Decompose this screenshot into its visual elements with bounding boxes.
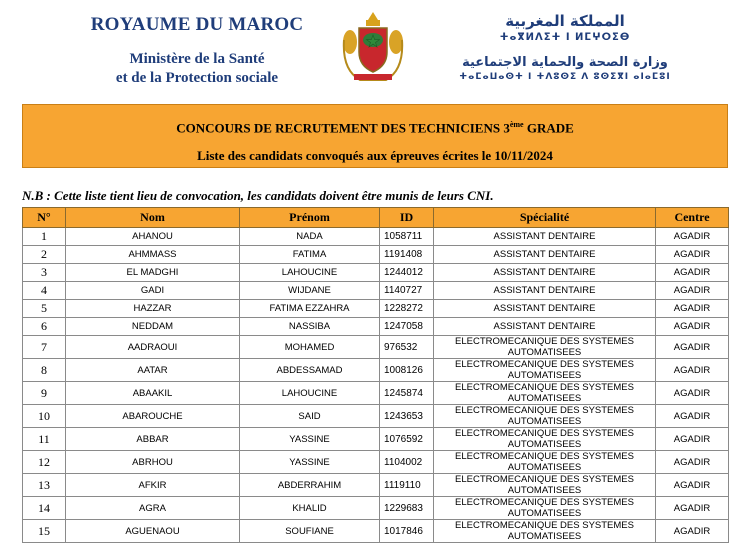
- cell-nom: GADI: [66, 282, 240, 300]
- table-row: [23, 428, 729, 451]
- cell-specialite: ASSISTANT DENTAIRE: [434, 246, 656, 264]
- banner-title-suffix: GRADE: [523, 120, 574, 136]
- cell-specialite: ELECTROMECANIQUE DES SYSTEMES AUTOMATISEES: [434, 405, 656, 428]
- table-row: [23, 282, 729, 300]
- table-row: [23, 228, 729, 246]
- cell-specialite: ELECTROMECANIQUE DES SYSTEMES AUTOMATISEES: [434, 474, 656, 497]
- cell-prenom: LAHOUCINE: [240, 264, 380, 282]
- table-row: [23, 474, 729, 497]
- cell-number: 8: [23, 359, 66, 382]
- cell-specialite: ASSISTANT DENTAIRE: [434, 300, 656, 318]
- ministry-name: [62, 50, 332, 88]
- cell-centre: AGADIR: [656, 300, 729, 318]
- cell-specialite: ASSISTANT DENTAIRE: [434, 264, 656, 282]
- cell-centre: AGADIR: [656, 520, 729, 543]
- cell-centre: AGADIR: [656, 382, 729, 405]
- table-row: [23, 336, 729, 359]
- header-left: [62, 14, 332, 88]
- cell-centre: AGADIR: [656, 359, 729, 382]
- banner-title-prefix: CONCOURS DE RECRUTEMENT DES TECHNICIENS 3: [176, 120, 510, 136]
- cell-prenom: NADA: [240, 228, 380, 246]
- cell-nom: AHMMASS: [66, 246, 240, 264]
- cell-nom: AATAR: [66, 359, 240, 382]
- cell-centre: AGADIR: [656, 282, 729, 300]
- cell-specialite: ASSISTANT DENTAIRE: [434, 228, 656, 246]
- cell-id: 1058711: [380, 228, 434, 246]
- cell-number: 12: [23, 451, 66, 474]
- cell-nom: HAZZAR: [66, 300, 240, 318]
- table-row: [23, 405, 729, 428]
- cell-id: 1228272: [380, 300, 434, 318]
- cell-specialite: ELECTROMECANIQUE DES SYSTEMES AUTOMATISEES: [434, 359, 656, 382]
- cell-number: 6: [23, 318, 66, 336]
- cell-id: 1247058: [380, 318, 434, 336]
- cell-nom: AFKIR: [66, 474, 240, 497]
- cell-prenom: YASSINE: [240, 428, 380, 451]
- cell-nom: AHANOU: [66, 228, 240, 246]
- nb-note: N.B : Cette liste tient lieu de convocation, les candidats doivent être munis de leurs CNI.: [22, 188, 494, 203]
- cell-specialite: ELECTROMECANIQUE DES SYSTEMES AUTOMATISEES: [434, 520, 656, 543]
- title-banner: [22, 104, 728, 168]
- cell-specialite: ELECTROMECANIQUE DES SYSTEMES AUTOMATISEES: [434, 382, 656, 405]
- table-row: [23, 359, 729, 382]
- cell-centre: AGADIR: [656, 264, 729, 282]
- cell-specialite: ASSISTANT DENTAIRE: [434, 282, 656, 300]
- table-row: [23, 520, 729, 543]
- cell-centre: AGADIR: [656, 451, 729, 474]
- cell-prenom: FATIMA EZZAHRA: [240, 300, 380, 318]
- cell-nom: AADRAOUI: [66, 336, 240, 359]
- cell-specialite: ELECTROMECANIQUE DES SYSTEMES AUTOMATISEES: [434, 451, 656, 474]
- cell-specialite: ELECTROMECANIQUE DES SYSTEMES AUTOMATISEES: [434, 336, 656, 359]
- cell-nom: AGRA: [66, 497, 240, 520]
- header-prenom: Prénom: [240, 208, 380, 228]
- header-id: ID: [380, 208, 434, 228]
- cell-number: 13: [23, 474, 66, 497]
- cell-number: 11: [23, 428, 66, 451]
- cell-id: 1229683: [380, 497, 434, 520]
- cell-prenom: KHALID: [240, 497, 380, 520]
- cell-number: 7: [23, 336, 66, 359]
- cell-nom: ABAAKIL: [66, 382, 240, 405]
- cell-centre: AGADIR: [656, 474, 729, 497]
- cell-number: 5: [23, 300, 66, 318]
- cell-prenom: LAHOUCINE: [240, 382, 380, 405]
- cell-nom: ABAROUCHE: [66, 405, 240, 428]
- cell-prenom: FATIMA: [240, 246, 380, 264]
- cell-nom: AGUENAOU: [66, 520, 240, 543]
- cell-specialite: ASSISTANT DENTAIRE: [434, 318, 656, 336]
- banner-title: [23, 120, 727, 136]
- header-specialite: Spécialité: [434, 208, 656, 228]
- table-row: [23, 318, 729, 336]
- arabic-kingdom: المملكة المغربية: [505, 12, 625, 30]
- cell-prenom: ABDESSAMAD: [240, 359, 380, 382]
- cell-prenom: SOUFIANE: [240, 520, 380, 543]
- header-number: N°: [23, 208, 66, 228]
- cell-number: 2: [23, 246, 66, 264]
- cell-id: 1076592: [380, 428, 434, 451]
- cell-id: 1104002: [380, 451, 434, 474]
- cell-prenom: YASSINE: [240, 451, 380, 474]
- cell-nom: NEDDAM: [66, 318, 240, 336]
- arabic-ministry: وزارة الصحة والحماية الاجتماعية: [462, 55, 668, 70]
- cell-prenom: ABDERRAHIM: [240, 474, 380, 497]
- cell-centre: AGADIR: [656, 246, 729, 264]
- tifinagh-ministry: ⵜⴰⵎⴰⵡⴰⵙⵜ ⵏ ⵜⴷⵓⵙⵉ ⴷ ⵓⵙⵉⴳⵏ ⴰⵏⴰⵎⵓⵏ: [459, 72, 671, 82]
- cell-prenom: WIJDANE: [240, 282, 380, 300]
- candidates-table: [22, 207, 729, 543]
- cell-centre: AGADIR: [656, 228, 729, 246]
- table-row: [23, 246, 729, 264]
- cell-nom: ABRHOU: [66, 451, 240, 474]
- coat-of-arms-icon: [342, 10, 404, 84]
- cell-number: 14: [23, 497, 66, 520]
- header-nom: Nom: [66, 208, 240, 228]
- cell-prenom: NASSIBA: [240, 318, 380, 336]
- cell-id: 1119110: [380, 474, 434, 497]
- cell-id: 1243653: [380, 405, 434, 428]
- cell-prenom: MOHAMED: [240, 336, 380, 359]
- header-right: [430, 12, 700, 82]
- cell-centre: AGADIR: [656, 405, 729, 428]
- cell-specialite: ELECTROMECANIQUE DES SYSTEMES AUTOMATISEES: [434, 428, 656, 451]
- table-row: [23, 451, 729, 474]
- header-centre: Centre: [656, 208, 729, 228]
- cell-centre: AGADIR: [656, 497, 729, 520]
- cell-centre: AGADIR: [656, 428, 729, 451]
- cell-specialite: ELECTROMECANIQUE DES SYSTEMES AUTOMATISEES: [434, 497, 656, 520]
- cell-id: 976532: [380, 336, 434, 359]
- cell-number: 10: [23, 405, 66, 428]
- cell-nom: EL MADGHI: [66, 264, 240, 282]
- cell-number: 9: [23, 382, 66, 405]
- ministry-line-2: et de la Protection sociale: [115, 70, 279, 86]
- table-row: [23, 264, 729, 282]
- cell-centre: AGADIR: [656, 336, 729, 359]
- ministry-line-1: Ministère de la Santé: [129, 51, 265, 67]
- cell-centre: AGADIR: [656, 318, 729, 336]
- cell-number: 3: [23, 264, 66, 282]
- cell-id: 1191408: [380, 246, 434, 264]
- cell-id: 1008126: [380, 359, 434, 382]
- table-body: [23, 228, 729, 543]
- cell-id: 1140727: [380, 282, 434, 300]
- cell-number: 1: [23, 228, 66, 246]
- kingdom-title: ROYAUME DU MAROC: [90, 14, 304, 35]
- table-row: [23, 300, 729, 318]
- table-row: [23, 497, 729, 520]
- cell-prenom: SAID: [240, 405, 380, 428]
- cell-number: 4: [23, 282, 66, 300]
- table-row: [23, 382, 729, 405]
- cell-id: 1017846: [380, 520, 434, 543]
- banner-subtitle: Liste des candidats convoqués aux épreuves écrites le 10/11/2024: [197, 148, 553, 164]
- table-header-row: [23, 208, 729, 228]
- cell-id: 1244012: [380, 264, 434, 282]
- banner-title-sup: ème: [509, 120, 524, 129]
- cell-id: 1245874: [380, 382, 434, 405]
- cell-nom: ABBAR: [66, 428, 240, 451]
- tifinagh-kingdom: ⵜⴰⴳⵍⴷⵉⵜ ⵏ ⵍⵎⵖⵔⵉⴱ: [499, 32, 631, 43]
- cell-number: 15: [23, 520, 66, 543]
